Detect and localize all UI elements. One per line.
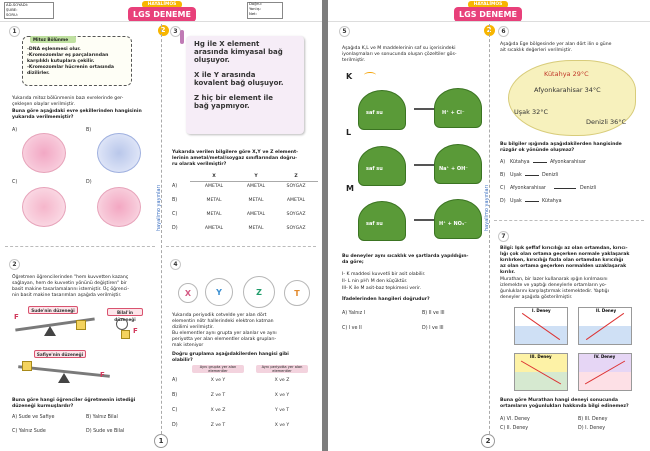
- option-c[interactable]: C): [172, 408, 178, 413]
- publisher-side-label: hayalimo yayınları: [484, 185, 490, 231]
- info-line: karşılıklı kutuplara çekilir.: [27, 59, 95, 64]
- experiment-label: III. Deney: [530, 354, 552, 359]
- force-label: F: [133, 327, 138, 335]
- cell: AMETAL: [204, 184, 224, 189]
- cell: AMETAL: [286, 198, 306, 203]
- question-stem: az olan ortama geçerken normalden uzaklaşarak: [500, 264, 627, 269]
- city-to: Denizli: [542, 173, 559, 178]
- statement: III- K ile M asit-baz tepkimesi verir.: [342, 286, 422, 291]
- info-line: -Kromozomlar eş parçalarından: [27, 53, 109, 58]
- question-number: 4: [170, 259, 181, 270]
- load-box: [121, 330, 130, 339]
- question-text: rüzgâr ok yönünde oluşmaz?: [500, 148, 575, 153]
- ion-label: H⁺ + Cl⁻: [442, 110, 465, 116]
- cell: X ve Y: [274, 423, 290, 428]
- info-box-title: Mitoz Bölünme: [33, 37, 69, 42]
- question-text: ru olarak verilmiştir?: [172, 162, 227, 167]
- option-c[interactable]: C): [500, 186, 506, 191]
- arrow-icon: [533, 162, 547, 163]
- arrow-icon: [364, 72, 376, 78]
- city-from: Kütahya: [510, 160, 530, 165]
- cell-image-d: [97, 187, 141, 227]
- flask-icon: [434, 199, 482, 239]
- col-header: X: [212, 174, 216, 179]
- field-question: SORU:: [6, 12, 19, 17]
- question-text: Buna göre Murathan hangi deneyi sonucunda: [500, 398, 618, 403]
- cell: Y ve T: [274, 408, 290, 413]
- arrow-icon: [554, 188, 576, 189]
- note-line: Hg ile X element: [194, 40, 260, 48]
- label-bilal: Bilal'in düzeneği: [107, 308, 143, 316]
- field-name: AD-SOYADI:: [6, 2, 29, 7]
- field-class: ŞUBE:: [6, 7, 18, 12]
- question-number: 6: [498, 26, 509, 37]
- info-line: -Kromozomlar hücrenin ortasında: [27, 65, 115, 70]
- cell: X ve Z: [210, 408, 226, 413]
- question-stem: Aşağıda Ege bölgesinde yer alan dört ilin o güne: [500, 42, 612, 47]
- cell: METAL: [248, 226, 264, 231]
- question-text: Yukarıda verilen bilgilere göre X,Y ve Z element-: [172, 150, 299, 155]
- question-number: 5: [339, 26, 350, 37]
- question-text: lerinin ametal/metal/soygaz sınıflarından doğru-: [172, 156, 297, 161]
- page-number: 2: [481, 434, 495, 448]
- ion-label: Na⁺ + OH⁻: [439, 166, 468, 172]
- city-from: Afyonkarahisar: [510, 186, 546, 191]
- question-text: olabilir?: [172, 358, 193, 363]
- option-c[interactable]: C): [172, 212, 178, 217]
- logo-brand: HAYALİMOS: [468, 1, 508, 8]
- column-divider: [489, 24, 490, 444]
- question-stem: lığı çok olan ortama geçerken normale yaklaşarak: [500, 252, 630, 257]
- header-divider: [0, 21, 322, 22]
- cell: X ve Z: [274, 378, 290, 383]
- question-number: 3: [170, 26, 181, 37]
- question-number: 7: [498, 231, 509, 242]
- fulcrum: [44, 326, 56, 336]
- lgs-logo: [128, 1, 196, 34]
- cell: AMETAL: [246, 184, 266, 189]
- experiment-label: II. Deney: [596, 308, 617, 313]
- option-b[interactable]: B): [500, 173, 506, 178]
- question-stem: çekleşen olaylar verilmiştir.: [12, 102, 75, 107]
- question-stem: ğunluklarını karşılaştırmak istemektedir. Yaptığı: [500, 289, 609, 294]
- question-stem: Bu elementler aynı grupta yer alanlar ve aynı: [172, 331, 277, 336]
- flask-label: saf su: [366, 166, 383, 172]
- city-denizli: Denizli 36°C: [586, 118, 627, 126]
- city-to: Kütahya: [542, 199, 562, 204]
- note-line: Z hiç bir element ile: [194, 94, 274, 102]
- lgs-logo: [454, 1, 522, 34]
- city-usak: Uşak 32°C: [514, 108, 549, 116]
- statement: I- K maddesi kuvvetli bir asit olabilir.: [342, 272, 426, 277]
- pen-icon: [180, 30, 184, 44]
- logo-main: LGS DENEME2: [454, 7, 522, 22]
- option-d[interactable]: D): [500, 199, 506, 204]
- option-c[interactable]: C) II. Deney: [500, 426, 529, 431]
- cell: SOYGAZ: [286, 212, 306, 217]
- pulley: [116, 318, 128, 330]
- load-box: [76, 320, 86, 330]
- cell-image-c: [22, 187, 66, 227]
- option-d[interactable]: D) I. Deney: [578, 426, 606, 431]
- question-text: Doğru gruplama aşağıdakilerden hangisi gibi: [172, 352, 289, 357]
- flask-icon: [434, 144, 482, 184]
- question-text: Buna göre aşağıdaki evre şekillerinden hangisinin: [12, 109, 142, 114]
- question-text: Bu deneyler aynı sıcaklık ve şartlarda yapıldığın-: [342, 254, 469, 259]
- question-stem: terilmiştir.: [342, 58, 366, 63]
- option-a[interactable]: A): [172, 378, 178, 383]
- option-d[interactable]: D) I ve III: [422, 326, 444, 331]
- note-line: X ile Y arasında: [194, 71, 256, 79]
- field-wrong: Yanlış:: [249, 6, 261, 11]
- cell-image-a: [22, 133, 66, 173]
- page-2: [328, 0, 650, 451]
- question-stem: ait sıcaklık değerleri verilmiştir.: [500, 48, 572, 53]
- logo-main: LGS DENEME2: [128, 7, 196, 22]
- col-header: Aynı grupta yer alan elementler: [192, 365, 244, 373]
- question-stem: Aşağıda K,L ve M maddelerinin saf su içerisindeki: [342, 46, 456, 51]
- question-stem: deneyler aşağıda gösterilmiştir.: [500, 295, 573, 300]
- option-b[interactable]: B): [172, 393, 178, 398]
- cell: AMETAL: [246, 212, 266, 217]
- atom-z: Z: [243, 276, 275, 308]
- question-stem: mak isteniyor: [172, 343, 204, 348]
- question-number: 1: [9, 26, 20, 37]
- option-a[interactable]: A): [172, 184, 178, 189]
- city-kutahya: Kütahya 29°C: [544, 70, 589, 78]
- question-text: yukarıda verilmemiştir?: [12, 115, 74, 120]
- question-stem: nin basit makine tasarımları aşağıda verilmiştir.: [12, 293, 122, 298]
- label-safiye: Safiye'nin düzeneği: [34, 350, 86, 358]
- question-stem: sağlayan, hem de kuvvetin yönünü değiştiren" bir: [12, 281, 127, 286]
- header-divider: [328, 21, 650, 22]
- flask-label: saf su: [366, 110, 383, 116]
- substance-l: L: [346, 128, 352, 137]
- option-a[interactable]: A) VI. Deney: [500, 417, 530, 422]
- option-a[interactable]: A) Yalnız I: [342, 311, 366, 316]
- option-b[interactable]: B): [172, 198, 178, 203]
- option-a[interactable]: A): [500, 160, 506, 165]
- option-a[interactable]: A): [12, 128, 18, 133]
- cell: Z ve T: [210, 393, 226, 398]
- table-line: [190, 181, 318, 182]
- page-number: 1: [154, 434, 168, 448]
- option-b[interactable]: B) Yalnız Bilal: [86, 415, 118, 420]
- question-divider: [5, 246, 155, 247]
- experiment-label: I. Deney: [532, 308, 551, 313]
- question-stem: elementin nötr hallerindeki elektron katman: [172, 319, 274, 324]
- option-d[interactable]: D): [172, 423, 178, 428]
- question-stem: Yukarıda mitoz bölünmenin bazı evrelerinde ger-: [12, 96, 124, 101]
- force-label: F: [100, 371, 105, 379]
- question-stem: Bilgi: Işık şeffaf kırıcılığı az olan ortamdan, kırıcı-: [500, 246, 628, 251]
- option-b[interactable]: B) III. Deney: [578, 417, 608, 422]
- atom-y: Y: [205, 278, 233, 306]
- force-label: F: [14, 313, 19, 321]
- question-stem: Öğretmen öğrencilerinden "hem kuvvetten kazanç: [12, 275, 129, 280]
- cell: X ve Y: [274, 393, 290, 398]
- statement: II- L nin pH'ı M den küçüktür.: [342, 279, 408, 284]
- option-c[interactable]: C): [12, 180, 18, 185]
- note-line: oluşuyor.: [194, 56, 230, 64]
- question-stem: periyotta yer alan elementler olarak grupları-: [172, 337, 277, 342]
- flask-icon: [434, 88, 482, 128]
- cell: SOYGAZ: [286, 226, 306, 231]
- question-stem: iyonlaşmaları ve sonucunda oluşan çözeltiler gös-: [342, 52, 457, 57]
- cell: METAL: [206, 198, 222, 203]
- arrow-icon: [525, 175, 539, 176]
- option-d[interactable]: D): [172, 226, 178, 231]
- city-from: Uşak: [510, 173, 522, 178]
- option-d[interactable]: D): [86, 180, 92, 185]
- fulcrum: [58, 373, 70, 383]
- field-correct: Doğru:: [249, 1, 262, 6]
- question-stem: basit makine tasarlamalarını istemiştir. Üç öğrenci-: [12, 287, 130, 292]
- label-sude: Sude'nin düzeneği: [28, 306, 78, 314]
- question-text: Bu bilgiler ışığında aşağıdakilerden hangisinde: [500, 142, 622, 147]
- reaction-arrow: [414, 219, 436, 221]
- atom-t: T: [284, 280, 310, 306]
- logo-brand: HAYALİMOS: [142, 1, 182, 8]
- col-header: Aynı periyotta yer alan elementler: [256, 365, 308, 373]
- cell: METAL: [206, 212, 222, 217]
- experiment-label: IV. Deney: [594, 354, 616, 359]
- city-afyonkarahisar: Afyonkarahisar 34°C: [534, 86, 601, 94]
- cell: Z ve T: [210, 423, 226, 428]
- question-text: ortamların yoğunlukları hakkında bilgi edinemez?: [500, 404, 629, 409]
- cell-image-b: [97, 133, 141, 173]
- question-divider: [494, 220, 644, 221]
- option-a[interactable]: A) Sude ve Safiye: [12, 415, 55, 420]
- question-text: Buna göre hangi öğrenciler öğretmenin istediği: [12, 398, 136, 403]
- option-b[interactable]: B): [86, 128, 92, 133]
- note-line: arasında kimyasal bağ: [194, 48, 283, 56]
- question-stem: Yukarıda periyodik cetvelde yer alan dört: [172, 313, 267, 318]
- question-stem: dizilimi verilmiştir.: [172, 325, 214, 330]
- cell: SOYGAZ: [286, 184, 306, 189]
- option-c[interactable]: C) I ve II: [342, 326, 362, 331]
- page-1: [0, 0, 322, 451]
- cell: X ve Y: [210, 378, 226, 383]
- info-line: -DNA eşlenmesi olur.: [27, 47, 81, 52]
- question-stem: izlemekte ve yaptığı deneylerle ortamların yo-: [500, 283, 607, 288]
- option-c[interactable]: C) Yalnız Sude: [12, 429, 46, 434]
- question-text: İfadelerinden hangileri doğrudur?: [342, 297, 430, 302]
- note-line: kovalent bağ oluşuyor.: [194, 79, 284, 87]
- ion-label: H⁺ + NO₃⁻: [439, 221, 467, 227]
- col-header: Z: [294, 174, 298, 179]
- question-text: da göre;: [342, 260, 364, 265]
- option-d[interactable]: D) Sude ve Bilal: [86, 429, 125, 434]
- col-header: Y: [254, 174, 258, 179]
- reaction-arrow: [414, 108, 436, 110]
- flask-label: saf su: [366, 221, 383, 227]
- substance-m: M: [346, 184, 354, 193]
- load-box: [22, 361, 32, 371]
- arrow-icon: [525, 201, 539, 202]
- option-b[interactable]: B) II ve III: [422, 311, 445, 316]
- city-to: Afyonkarahisar: [550, 160, 586, 165]
- question-text: düzeneği kurmuşlardır?: [12, 404, 74, 409]
- question-stem: Murathan, bir lazer kullanarak ışığın kırılmasını: [500, 277, 608, 282]
- field-net: Net:: [249, 11, 257, 16]
- question-divider: [166, 246, 316, 247]
- substance-k: K: [346, 72, 353, 81]
- city-to: Denizli: [580, 186, 597, 191]
- cell: AMETAL: [204, 226, 224, 231]
- question-stem: kırılırken, kırıcılığı fazla olan ortamdan kırıcılığı: [500, 258, 624, 263]
- reaction-arrow: [414, 164, 436, 166]
- publisher-side-label: hayalimo yayınları: [156, 185, 162, 231]
- question-number: 2: [9, 259, 20, 270]
- atom-x: X: [178, 283, 198, 303]
- city-from: Uşak: [510, 199, 522, 204]
- cell: METAL: [248, 198, 264, 203]
- column-divider: [161, 24, 162, 444]
- question-stem: kırılır.: [500, 270, 515, 275]
- note-line: bağ yapmıyor.: [194, 102, 250, 110]
- info-line: dizilirler.: [27, 71, 50, 76]
